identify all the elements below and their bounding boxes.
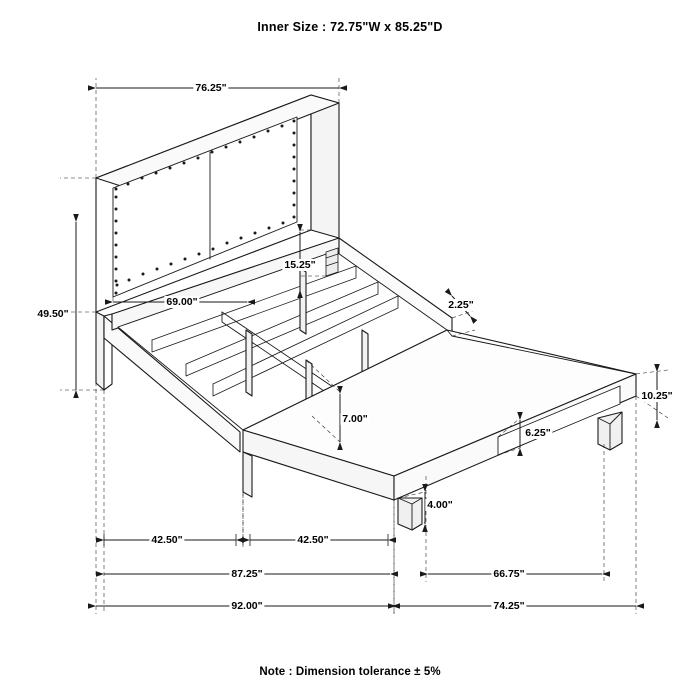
dim-label-rail-thickness: 2.25" (448, 299, 474, 311)
dim-label-inner-length: 87.25" (231, 568, 263, 580)
dim-label-right-half-length: 42.50" (297, 534, 329, 546)
dim-label-inner-width: 66.75" (493, 568, 525, 580)
dim-label-slat-height: 7.00" (342, 413, 368, 425)
dim-label-leg-height: 4.00" (427, 499, 453, 511)
dim-label-headboard-height: 49.50" (37, 308, 69, 320)
dim-label-headboard-width: 76.25" (195, 82, 227, 94)
dim-label-footboard-height: 10.25" (641, 390, 673, 402)
dim-label-headboard-panel-width: 69.00" (166, 296, 198, 308)
dim-label-side-rail-height: 6.25" (525, 427, 551, 439)
tolerance-note: Note : Dimension tolerance ± 5% (259, 666, 441, 678)
dim-label-overall-length: 92.00" (231, 600, 263, 612)
dim-label-headboard-clearance: 15.25" (284, 259, 316, 271)
dim-label-left-half-length: 42.50" (151, 534, 183, 546)
page-title: Inner Size : 72.75"W x 85.25"D (257, 20, 443, 34)
dim-label-overall-width: 74.25" (493, 600, 525, 612)
